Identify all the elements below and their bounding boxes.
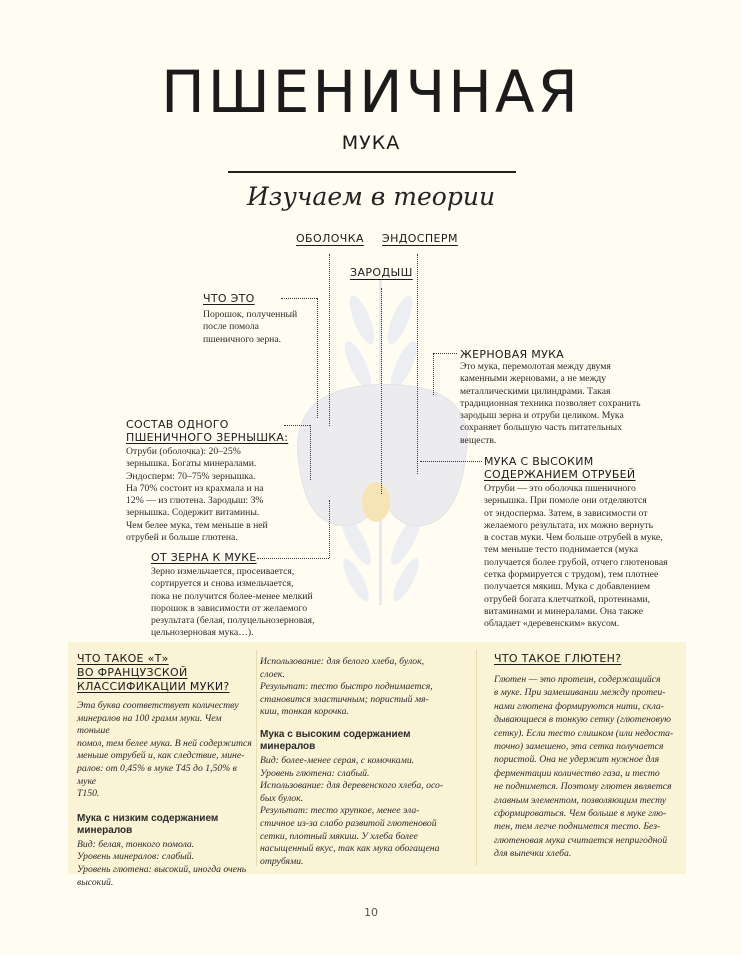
page-number: 10 — [364, 906, 378, 919]
t-classification-heading: ЧТО ТАКОЕ «Т» ВО ФРАНЦУЗСКОЙ КЛАССИФИКАЦИИ МУКИ? — [77, 652, 230, 693]
panel-col-gluten — [494, 652, 684, 861]
from-grain-block — [151, 551, 341, 640]
leader-stone-v — [433, 353, 434, 395]
leader-composition-v — [310, 425, 311, 480]
low-mineral-usage-text: Использование: для белого хлеба, булок, слоек. Результат: тесто быстро поднимается, становится эластичным; пористый мя- киш, тонкая корочка. — [260, 656, 433, 718]
leader-line-endosperm — [417, 254, 418, 474]
panel-divider-1 — [256, 650, 257, 866]
high-mineral-text: Вид: более-менее серая, с комочками. Уровень глютена: слабый. Использование: для деревенского хлеба, осо- бых булок. Результат: тесто хрупкое, менее эла- стичное из-за слабо развитой глютеновой сетки, плотный мякиш. У хлеба более насыщенный вкус, так как мука обогащена отрубями. — [260, 754, 444, 867]
t-classification-intro: Эта буква соответствует количеству минералов на 100 грамм муки. Чем тоньше помол, тем белее мука. В ней содержится меньше отрубей и, как следствие, мине- ралов: от 0,45% в муке Т45 до 1,50% в муке Т150. — [77, 700, 252, 800]
page-subtitle: МУКА — [341, 132, 401, 154]
from-grain-text: Зерно измельчается, просеивается, сортируется и снова измельчается, пока не получится более-менее мелкий порошок в зависимости от желаемого результата (белая, полуцельнозерновая, цельнозерновая мука…). — [151, 566, 315, 639]
leader-line-bran — [329, 254, 330, 426]
leader-line-germ — [381, 288, 382, 494]
high-bran-block — [484, 455, 684, 631]
composition-block — [126, 418, 296, 544]
high-mineral-title: Мука с высоким содержанием минералов — [260, 728, 411, 752]
germ-shape — [362, 482, 390, 522]
low-mineral-text: Вид: белая, тонкого помола. Уровень минералов: слабый. Уровень глютена: высокий, иногда очень высокий. — [77, 838, 247, 888]
stone-ground-block — [460, 348, 660, 447]
panel-col-t-classification — [77, 652, 252, 889]
what-is-heading: ЧТО ЭТО — [203, 292, 255, 305]
from-grain-heading: ОТ ЗЕРНА К МУКЕ — [151, 551, 257, 564]
stone-ground-heading: ЖЕРНОВАЯ МУКА — [460, 348, 565, 361]
page-title: ПШЕНИЧНАЯ — [161, 58, 581, 126]
label-bran: ОБОЛОЧКА — [296, 232, 364, 245]
section-script-heading: Изучаем в теории — [246, 182, 496, 211]
leader-from-grain-v — [329, 500, 330, 558]
panel-col-usage — [260, 656, 472, 868]
what-is-block — [203, 292, 313, 346]
label-germ: ЗАРОДЫШ — [350, 266, 413, 279]
high-bran-heading: МУКА С ВЫСОКИМ СОДЕРЖАНИЕМ ОТРУБЕЙ — [484, 455, 636, 481]
gluten-heading: ЧТО ТАКОЕ ГЛЮТЕН? — [494, 652, 622, 665]
composition-heading: СОСТАВ ОДНОГО ПШЕНИЧНОГО ЗЕРНЫШКА: — [126, 418, 289, 444]
composition-text: Отруби (оболочка): 20–25% зернышка. Богаты минералами. Эндосперм: 70–75% зернышка. На 70% состоит из крахмала и на 12% — из глютена. Зародыш: 3% зернышка. Содержит витамины. Чем белее мука, тем меньше в ней отрубей и больше глютена. — [126, 446, 268, 544]
low-mineral-title: Мука с низким содержанием минералов — [77, 812, 219, 836]
leader-what-is-v — [317, 298, 318, 418]
high-bran-text: Отруби — это оболочка пшеничного зернышка. При помоле они отделяются от эндосперма. Затем, в зависимости от желаемого результата, их можно вернуть в состав муки. Чем больше отрубей в муке, тем меньше тесто поднимается (мука получается более грубой, отчего глютеновая сетка формируется с трудом), тем плотнее получается мякиш. Мука с добавлением отрубей богата клетчаткой, протеинами, витаминами и минералами. Она также обладает «деревенским» вкусом. — [484, 483, 668, 630]
title-rule — [228, 171, 516, 173]
panel-divider-2 — [476, 650, 477, 866]
leader-high-bran-h — [420, 461, 482, 462]
label-endosperm: ЭНДОСПЕРМ — [382, 232, 458, 245]
gluten-text: Глютен — это протеин, содержащийся в муке. При замешивании между протеи- нами глютена формируются нити, скла- дывающиеся в тонкую сетку (глютеновую сетку). Если тесто слишком (или недоста- точно) замешено, эта сетка получается пористой. Она не удержит нужное для ферментации количество газа, и тесто не поднимется. Поэтому глютен является главным элементом, позволяющим тесту сформироваться. Чем больше в муке глю- тен, тем легче поднимется тесто. Без- глютеновая мука считается непригодной для выпечки хлеба. — [494, 674, 674, 860]
what-is-text: Порошок, полученный после помола пшеничного зерна. — [203, 309, 298, 345]
stone-ground-text: Это мука, перемолотая между двумя каменными жерновами, а не между металлическими цилиндрами. Такая традиционная техника позволяет сохранить зародыш зерна и отруби целиком. Мука сохраняет большую часть питательных веществ. — [460, 361, 641, 446]
leader-stone-h — [433, 353, 457, 354]
